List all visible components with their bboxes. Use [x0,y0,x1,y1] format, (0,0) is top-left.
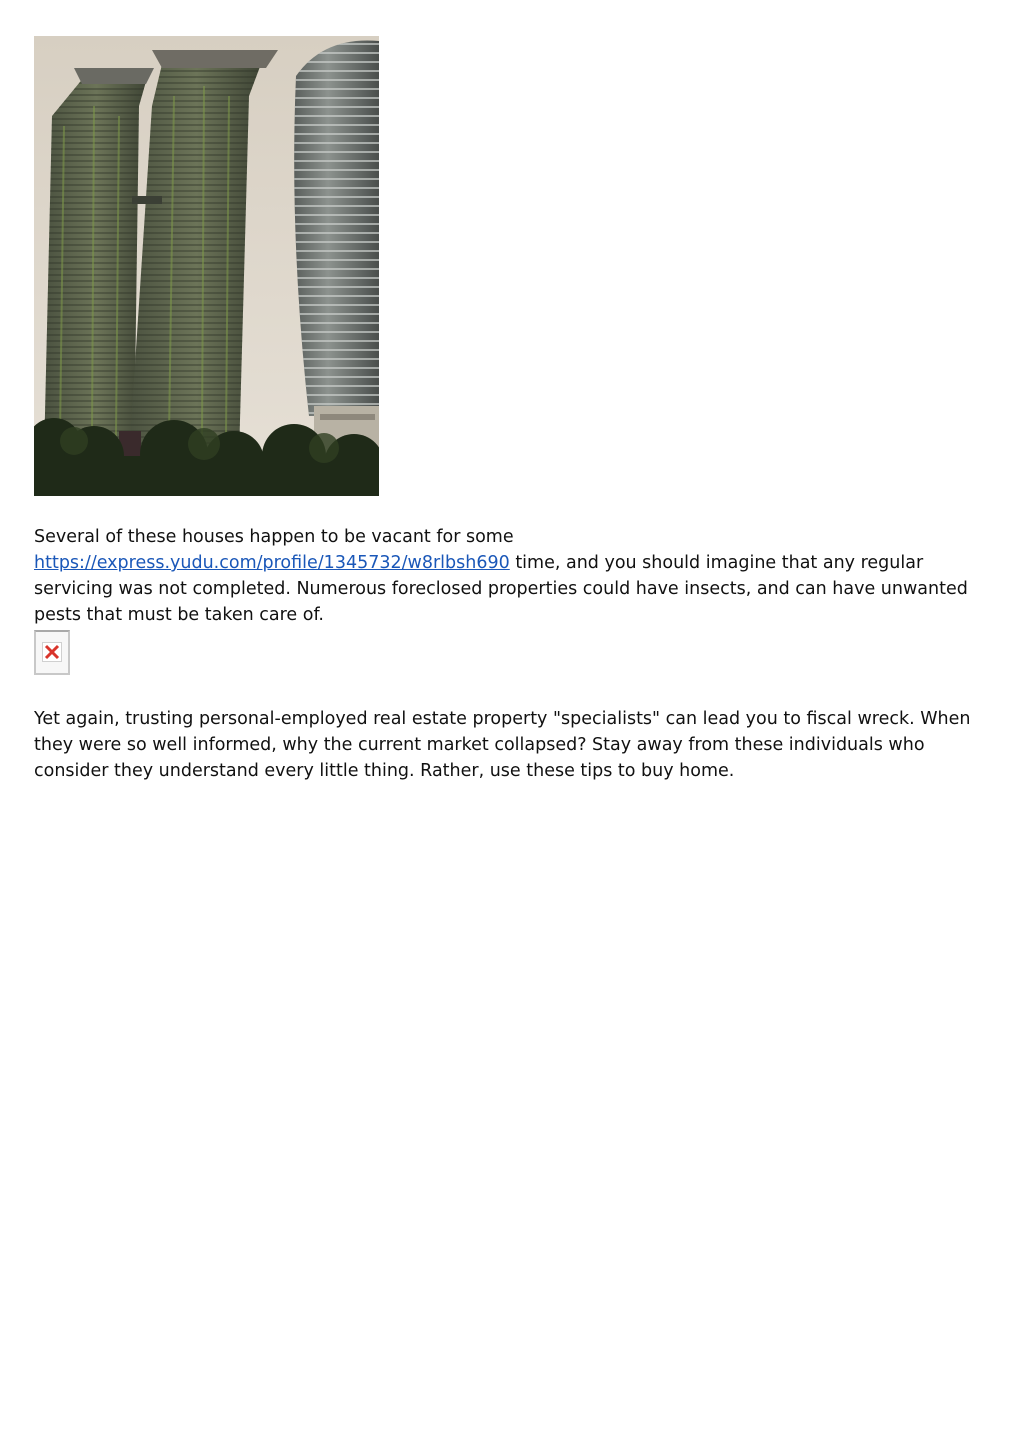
broken-image-icon [34,630,70,675]
profile-link[interactable]: https://express.yudu.com/profile/1345732/w8rlbsh690 [34,553,510,573]
paragraph-1-text-after: time, and you should imagine that any regular servicing was not completed. Numerous foreclosed properties could have insects, and can have unwanted pests that must be taken care of. [34,553,968,625]
paragraph-1-text-before: Several of these houses happen to be vacant for some [34,527,514,547]
building-photo [34,36,379,496]
paragraph-vacant-houses [34,524,984,628]
paragraph-specialists: Yet again, trusting personal-employed real estate property "specialists" can lead you to fiscal wreck. When they were so well informed, why the current market collapsed? Stay away from these individuals who consider they understand every little thing. Rather, use these tips to buy home. [34,709,971,781]
